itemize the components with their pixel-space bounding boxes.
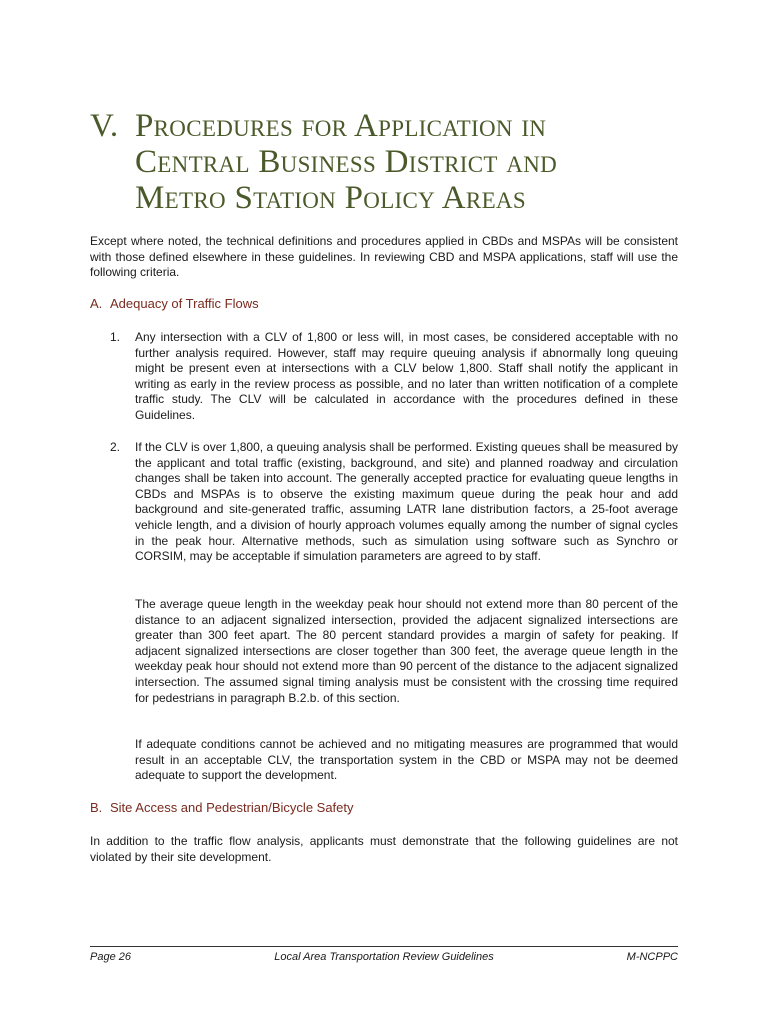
section-letter-a: A. xyxy=(90,296,103,311)
footer-organization: M-NCPPC xyxy=(626,951,678,963)
intro-paragraph: Except where noted, the technical definitions and procedures applied in CBDs and MSPAs will be consistent with those defined elsewhere in these guidelines. In reviewing CBD and MSPA applications, staff will use the following criteria. xyxy=(90,234,678,280)
chapter-title-text-1: Procedures for Application in xyxy=(135,108,547,144)
list-marker: 1. xyxy=(110,330,121,344)
section-heading-a xyxy=(90,296,259,312)
chapter-title xyxy=(90,108,710,216)
section-b-paragraph: In addition to the traffic flow analysis, applicants must demonstrate that the following guidelines are not violated by their site development. xyxy=(90,834,678,864)
chapter-title-line-2: Central Business District and xyxy=(135,144,558,180)
list-item xyxy=(110,330,678,424)
chapter-title-line-3: Metro Station Policy Areas xyxy=(135,180,526,216)
section-heading-b xyxy=(90,800,354,816)
footer-divider xyxy=(90,946,678,947)
list-item xyxy=(110,440,678,565)
footer-page-number: Page 26 xyxy=(90,951,131,963)
list-item-text: If the CLV is over 1,800, a queuing analysis shall be performed. Existing queues shall be measured by the applicant and total traffic (existing, background, and site) and planned roadway and circulation changes shall be taken into account. The generally accepted practice for evaluating queue lengths in CBDs and MSPAs is to observe the existing maximum queue during the peak hour and add background and site-generated traffic, assuming LATR lane distribution factors, a 25-foot average vehicle length, and a division of hourly approach volumes equally among the number of signal cycles in the peak hour. Alternative methods, such as simulation using software such as Synchro or CORSIM, may be acceptable if simulation parameters are agreed to by staff. xyxy=(135,440,678,564)
list-marker: 2. xyxy=(110,440,121,454)
adequacy-paragraph: If adequate conditions cannot be achieved and no mitigating measures are programmed that would result in an acceptable CLV, the transportation system in the CBD or MSPA may not be deemed adequate to support the development. xyxy=(135,737,678,783)
footer-document-title: Local Area Transportation Review Guidelines xyxy=(274,951,494,963)
chapter-title-line-1 xyxy=(90,108,710,144)
chapter-number: V. xyxy=(90,108,119,144)
section-title-b: Site Access and Pedestrian/Bicycle Safety xyxy=(110,800,354,815)
section-letter-b: B. xyxy=(90,800,103,815)
queue-length-paragraph: The average queue length in the weekday peak hour should not extend more than 80 percent of the distance to an adjacent signalized intersection, provided the adjacent signalized intersections are greater than 300 feet apart. The 80 percent standard provides a margin of safety for peaking. If adjacent signalized intersections are closer together than 300 feet, the average queue length in the weekday peak hour should not extend more than 90 percent of the distance to the adjacent signalized intersection. The assumed signal timing analysis must be consistent with the crossing time required for pedestrians in paragraph B.2.b. of this section. xyxy=(135,597,678,705)
list-item-text: Any intersection with a CLV of 1,800 or less will, in most cases, be considered acceptable with no further analysis required. However, staff may require queuing analysis if abnormally long queuing might be present even at intersections with a CLV below 1,800. Staff shall notify the applicant in writing as early in the review process as possible, and no later than written notification of a complete traffic study. The CLV will be calculated in accordance with the procedures defined in these Guidelines. xyxy=(135,330,678,422)
section-title-a: Adequacy of Traffic Flows xyxy=(110,296,259,311)
